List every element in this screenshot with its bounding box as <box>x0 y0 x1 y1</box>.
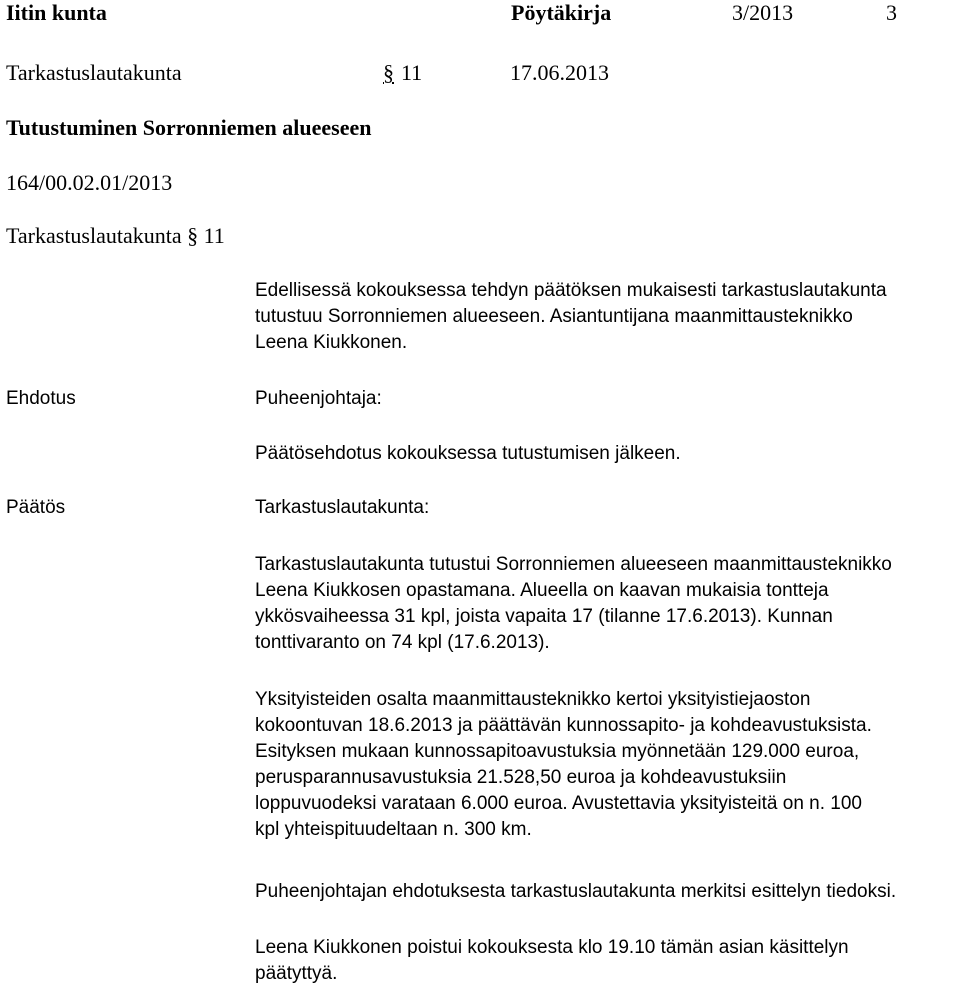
paatos-line: ykkösvaiheessa 31 kpl, joista vapaita 17 (tilanne 17.6.2013). Kunnan <box>255 606 833 627</box>
ehdotus-label: Ehdotus <box>6 388 76 409</box>
paatos-line: loppuvuodeksi varataan 6.000 euroa. Avustettavia yksityisteitä on n. 100 <box>255 793 862 814</box>
paatos-line: Leena Kiukkonen poistui kokouksesta klo 19.10 tämän asian käsittelyn <box>255 937 849 958</box>
item-title: Tutustuminen Sorronniemen alueeseen <box>6 115 372 140</box>
section-number: 11 <box>401 60 423 85</box>
ehdotus-speaker: Puheenjohtaja: <box>255 388 382 409</box>
prior-reference: Tarkastuslautakunta § 11 <box>6 223 225 248</box>
paatos-line: Yksityisteiden osalta maanmittausteknikko kertoi yksityistiejaoston <box>255 689 811 710</box>
paatos-paragraph-2 <box>255 687 872 843</box>
header-body-name: Tarkastuslautakunta <box>6 60 182 85</box>
paatos-paragraph-1 <box>255 552 892 656</box>
municipality-name: Iitin kunta <box>6 0 107 25</box>
meeting-date: 17.06.2013 <box>510 60 609 85</box>
paatos-line: Leena Kiukkosen opastamana. Alueella on kaavan mukaisia tontteja <box>255 580 829 601</box>
intro-line: Edellisessä kokouksessa tehdyn päätöksen mukaisesti tarkastuslautakunta <box>255 280 887 301</box>
record-number: 164/00.02.01/2013 <box>6 170 173 195</box>
paatos-paragraph-3 <box>255 879 896 905</box>
paatos-line: tonttivaranto on 74 kpl (17.6.2013). <box>255 632 550 653</box>
paatos-line: päätyttyä. <box>255 963 338 984</box>
ehdotus-text: Päätösehdotus kokouksessa tutustumisen jälkeen. <box>255 443 681 464</box>
section-symbol: § <box>383 60 394 85</box>
document-number: 3/2013 <box>732 0 794 25</box>
paatos-label: Päätös <box>6 497 66 518</box>
page-number: 3 <box>886 0 897 25</box>
paatos-paragraph-4 <box>255 935 849 987</box>
intro-line: tutustuu Sorronniemen alueeseen. Asiantuntijana maanmittausteknikko <box>255 306 853 327</box>
document-type: Pöytäkirja <box>511 0 612 25</box>
paatos-line: Tarkastuslautakunta tutustui Sorronniemen alueeseen maanmittausteknikko <box>255 554 892 575</box>
paatos-speaker: Tarkastuslautakunta: <box>255 497 430 518</box>
intro-line: Leena Kiukkonen. <box>255 332 408 353</box>
paatos-line: perusparannusavustuksia 21.528,50 euroa ja kohdeavustuksiin <box>255 767 787 788</box>
paatos-line: Puheenjohtajan ehdotuksesta tarkastuslautakunta merkitsi esittelyn tiedoksi. <box>255 881 897 902</box>
intro-paragraph <box>255 278 887 356</box>
paatos-line: kokoontuvan 18.6.2013 ja päättävän kunnossapito- ja kohdeavustuksista. <box>255 715 872 736</box>
paatos-line: kpl yhteispituudeltaan n. 300 km. <box>255 819 532 840</box>
paatos-line: Esityksen mukaan kunnossapitoavustuksia myönnetään 129.000 euroa, <box>255 741 860 762</box>
